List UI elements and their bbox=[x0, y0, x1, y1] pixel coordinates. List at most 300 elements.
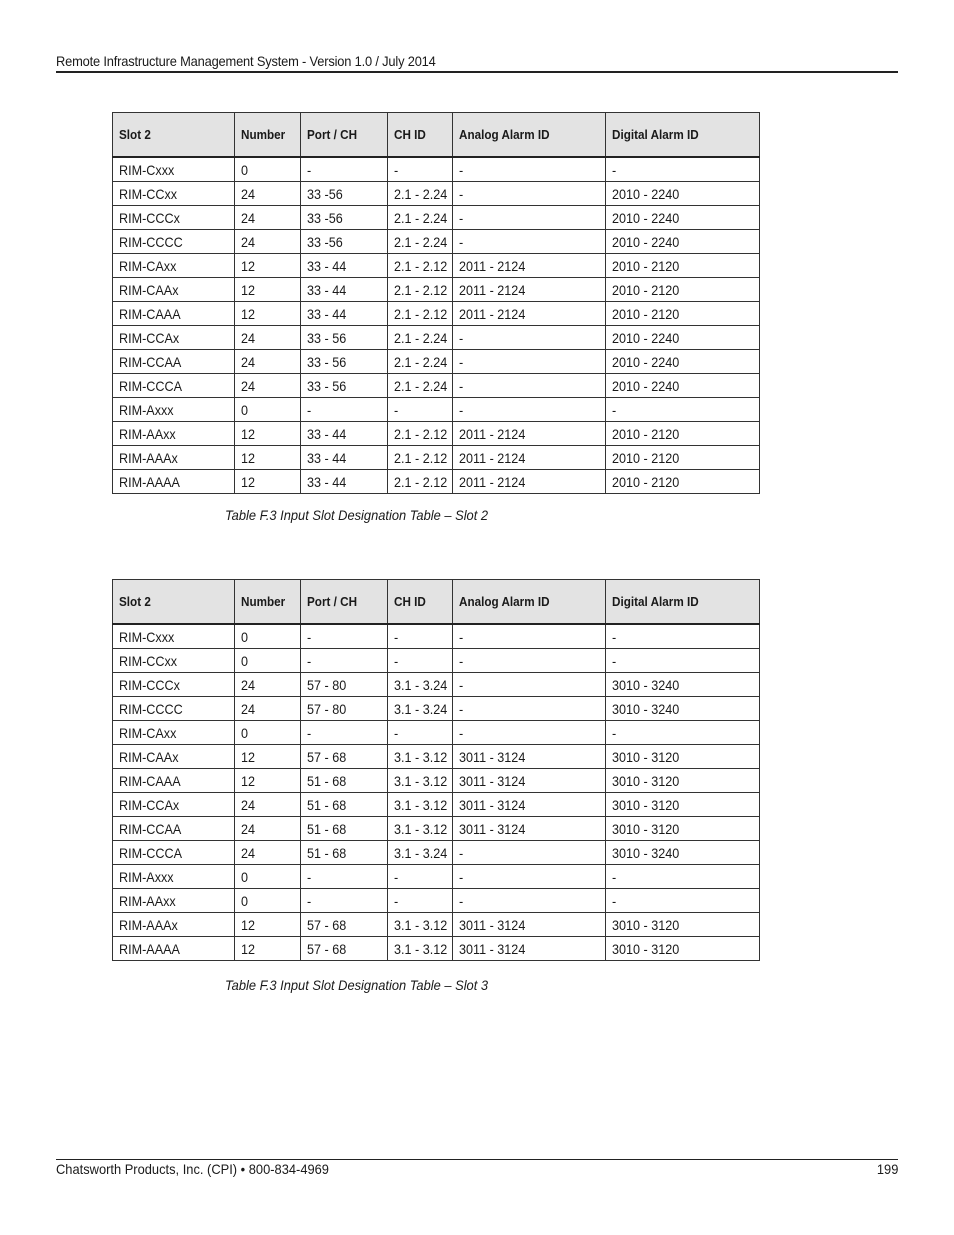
cell-value: 3.1 - 3.12 bbox=[394, 796, 448, 813]
cell-analog-alarm-id bbox=[453, 889, 606, 913]
table-header-row bbox=[113, 580, 760, 625]
cell-value: 3010 - 3120 bbox=[612, 916, 680, 933]
cell-analog-alarm-id bbox=[453, 302, 606, 326]
cell-number bbox=[235, 649, 301, 673]
cell-digital-alarm-id bbox=[606, 793, 760, 817]
column-header-label: CH ID bbox=[394, 127, 426, 142]
cell-slot bbox=[113, 913, 235, 937]
table-row bbox=[113, 398, 760, 422]
cell-value: - bbox=[307, 628, 312, 645]
cell-value: RIM-CCCx bbox=[119, 209, 180, 226]
cell-value: - bbox=[612, 868, 617, 885]
cell-value: - bbox=[394, 652, 399, 669]
cell-ch-id bbox=[388, 278, 453, 302]
cell-value: 0 bbox=[241, 724, 249, 741]
cell-value: - bbox=[612, 652, 617, 669]
cell-digital-alarm-id bbox=[606, 326, 760, 350]
table-row bbox=[113, 673, 760, 697]
cell-value: 3.1 - 3.12 bbox=[394, 940, 448, 957]
cell-value: - bbox=[459, 700, 464, 717]
cell-analog-alarm-id bbox=[453, 278, 606, 302]
cell-ch-id bbox=[388, 817, 453, 841]
cell-port-ch bbox=[301, 470, 388, 494]
cell-value: 12 bbox=[241, 425, 256, 442]
cell-number bbox=[235, 326, 301, 350]
cell-value: - bbox=[394, 724, 399, 741]
cell-slot bbox=[113, 697, 235, 721]
cell-value: - bbox=[459, 329, 464, 346]
cell-value: - bbox=[459, 161, 464, 178]
cell-value: 12 bbox=[241, 257, 256, 274]
cell-value: 24 bbox=[241, 844, 256, 861]
cell-value: 33 - 44 bbox=[307, 473, 347, 490]
cell-value: - bbox=[459, 844, 464, 861]
cell-number bbox=[235, 745, 301, 769]
cell-value: 2.1 - 2.12 bbox=[394, 449, 448, 466]
cell-number bbox=[235, 721, 301, 745]
cell-value: 3011 - 3124 bbox=[459, 796, 526, 813]
cell-ch-id bbox=[388, 624, 453, 649]
cell-value: 2.1 - 2.12 bbox=[394, 257, 448, 274]
cell-value: 2.1 - 2.24 bbox=[394, 377, 448, 394]
cell-number bbox=[235, 398, 301, 422]
cell-value: - bbox=[307, 724, 312, 741]
cell-port-ch bbox=[301, 206, 388, 230]
cell-value: 3011 - 3124 bbox=[459, 940, 526, 957]
cell-value: 0 bbox=[241, 652, 249, 669]
cell-slot bbox=[113, 182, 235, 206]
cell-analog-alarm-id bbox=[453, 865, 606, 889]
cell-value: 3.1 - 3.12 bbox=[394, 916, 448, 933]
cell-value: 0 bbox=[241, 161, 249, 178]
cell-value: RIM-AAAx bbox=[119, 449, 178, 466]
cell-analog-alarm-id bbox=[453, 673, 606, 697]
column-header-label: Number bbox=[241, 594, 286, 609]
cell-ch-id bbox=[388, 841, 453, 865]
cell-value: RIM-CCCC bbox=[119, 233, 183, 250]
column-header-analog-alarm-id bbox=[453, 113, 606, 158]
cell-ch-id bbox=[388, 865, 453, 889]
cell-slot bbox=[113, 889, 235, 913]
cell-analog-alarm-id bbox=[453, 624, 606, 649]
cell-value: 33 - 56 bbox=[307, 329, 347, 346]
table-row bbox=[113, 624, 760, 649]
cell-analog-alarm-id bbox=[453, 182, 606, 206]
cell-ch-id bbox=[388, 937, 453, 961]
cell-value: 2010 - 2240 bbox=[612, 329, 680, 346]
cell-analog-alarm-id bbox=[453, 157, 606, 182]
cell-value: 2010 - 2240 bbox=[612, 233, 680, 250]
cell-ch-id bbox=[388, 913, 453, 937]
cell-port-ch bbox=[301, 793, 388, 817]
cell-value: RIM-CAxx bbox=[119, 724, 177, 741]
cell-value: 3010 - 3240 bbox=[612, 844, 680, 861]
cell-value: RIM-CCAx bbox=[119, 796, 180, 813]
cell-value: - bbox=[459, 353, 464, 370]
cell-value: 24 bbox=[241, 353, 256, 370]
cell-analog-alarm-id bbox=[453, 350, 606, 374]
cell-value: 2010 - 2120 bbox=[612, 449, 680, 466]
cell-digital-alarm-id bbox=[606, 374, 760, 398]
cell-value: - bbox=[612, 401, 617, 418]
cell-value: - bbox=[459, 209, 464, 226]
cell-value: RIM-CCCx bbox=[119, 676, 180, 693]
cell-value: RIM-CAAx bbox=[119, 281, 179, 298]
cell-number bbox=[235, 350, 301, 374]
cell-value: RIM-CCxx bbox=[119, 185, 178, 202]
table-row bbox=[113, 182, 760, 206]
cell-digital-alarm-id bbox=[606, 913, 760, 937]
cell-slot bbox=[113, 206, 235, 230]
cell-value: RIM-Cxxx bbox=[119, 628, 175, 645]
cell-digital-alarm-id bbox=[606, 254, 760, 278]
cell-value: 2.1 - 2.24 bbox=[394, 233, 448, 250]
cell-value: RIM-AAAA bbox=[119, 940, 180, 957]
cell-number bbox=[235, 422, 301, 446]
cell-value: 0 bbox=[241, 628, 249, 645]
cell-value: 57 - 80 bbox=[307, 676, 347, 693]
cell-port-ch bbox=[301, 230, 388, 254]
cell-slot bbox=[113, 254, 235, 278]
cell-number bbox=[235, 817, 301, 841]
slot-3-designation-table bbox=[112, 579, 760, 961]
cell-value: RIM-Cxxx bbox=[119, 161, 175, 178]
cell-analog-alarm-id bbox=[453, 470, 606, 494]
cell-ch-id bbox=[388, 422, 453, 446]
cell-digital-alarm-id bbox=[606, 182, 760, 206]
cell-value: - bbox=[459, 185, 464, 202]
table-row bbox=[113, 865, 760, 889]
column-header-number bbox=[235, 113, 301, 158]
cell-value: 12 bbox=[241, 305, 256, 322]
table-row bbox=[113, 793, 760, 817]
cell-value: RIM-CCCA bbox=[119, 844, 182, 861]
cell-ch-id bbox=[388, 206, 453, 230]
cell-value: 51 - 68 bbox=[307, 844, 347, 861]
table-row bbox=[113, 278, 760, 302]
cell-slot bbox=[113, 422, 235, 446]
cell-value: 24 bbox=[241, 676, 256, 693]
cell-digital-alarm-id bbox=[606, 937, 760, 961]
cell-slot bbox=[113, 326, 235, 350]
cell-number bbox=[235, 278, 301, 302]
cell-value: 24 bbox=[241, 329, 256, 346]
cell-value: - bbox=[394, 892, 399, 909]
cell-analog-alarm-id bbox=[453, 721, 606, 745]
cell-analog-alarm-id bbox=[453, 398, 606, 422]
cell-slot bbox=[113, 937, 235, 961]
table-row bbox=[113, 649, 760, 673]
cell-value: 3010 - 3120 bbox=[612, 772, 680, 789]
cell-port-ch bbox=[301, 697, 388, 721]
slot-2-designation-table bbox=[112, 112, 760, 494]
cell-value: 2010 - 2120 bbox=[612, 425, 680, 442]
column-header-label: Slot 2 bbox=[119, 127, 151, 142]
cell-value: 33 -56 bbox=[307, 209, 343, 226]
cell-value: 24 bbox=[241, 233, 256, 250]
cell-value: 3.1 - 3.12 bbox=[394, 772, 448, 789]
cell-value: 24 bbox=[241, 209, 256, 226]
cell-value: RIM-AAAx bbox=[119, 916, 178, 933]
cell-value: 2011 - 2124 bbox=[459, 473, 526, 490]
cell-value: - bbox=[612, 161, 617, 178]
column-header-slot bbox=[113, 113, 235, 158]
column-header-label: Digital Alarm ID bbox=[612, 594, 699, 609]
cell-value: - bbox=[459, 652, 464, 669]
cell-number bbox=[235, 182, 301, 206]
cell-value: 33 -56 bbox=[307, 233, 343, 250]
cell-value: - bbox=[459, 377, 464, 394]
cell-port-ch bbox=[301, 254, 388, 278]
cell-slot bbox=[113, 374, 235, 398]
cell-slot bbox=[113, 721, 235, 745]
cell-number bbox=[235, 157, 301, 182]
cell-value: 51 - 68 bbox=[307, 796, 347, 813]
cell-value: - bbox=[459, 233, 464, 250]
cell-slot bbox=[113, 230, 235, 254]
cell-slot bbox=[113, 673, 235, 697]
cell-value: 3010 - 3120 bbox=[612, 748, 680, 765]
cell-digital-alarm-id bbox=[606, 398, 760, 422]
cell-value: - bbox=[307, 892, 312, 909]
cell-value: - bbox=[459, 868, 464, 885]
cell-number bbox=[235, 865, 301, 889]
cell-value: 12 bbox=[241, 940, 256, 957]
cell-digital-alarm-id bbox=[606, 697, 760, 721]
cell-value: RIM-CCAx bbox=[119, 329, 180, 346]
cell-value: 2.1 - 2.24 bbox=[394, 185, 448, 202]
cell-value: 2010 - 2240 bbox=[612, 185, 680, 202]
table-row bbox=[113, 769, 760, 793]
cell-digital-alarm-id bbox=[606, 302, 760, 326]
cell-ch-id bbox=[388, 398, 453, 422]
table-row bbox=[113, 817, 760, 841]
cell-value: 12 bbox=[241, 772, 256, 789]
cell-slot bbox=[113, 446, 235, 470]
cell-value: 3010 - 3120 bbox=[612, 820, 680, 837]
table-row bbox=[113, 157, 760, 182]
table-row bbox=[113, 913, 760, 937]
cell-slot bbox=[113, 624, 235, 649]
cell-digital-alarm-id bbox=[606, 278, 760, 302]
cell-value: 2011 - 2124 bbox=[459, 449, 526, 466]
cell-value: - bbox=[459, 724, 464, 741]
page-header-title: Remote Infrastructure Management System - Version 1.0 / July 2014 bbox=[56, 53, 436, 69]
cell-analog-alarm-id bbox=[453, 913, 606, 937]
cell-value: 2.1 - 2.12 bbox=[394, 473, 448, 490]
cell-value: 0 bbox=[241, 868, 249, 885]
cell-value: 33 - 56 bbox=[307, 377, 347, 394]
cell-slot bbox=[113, 745, 235, 769]
table-caption-slot-2: Table F.3 Input Slot Designation Table – Slot 2 bbox=[225, 507, 489, 523]
table-row bbox=[113, 697, 760, 721]
cell-value: 2010 - 2120 bbox=[612, 257, 680, 274]
cell-number bbox=[235, 913, 301, 937]
cell-value: 2010 - 2120 bbox=[612, 281, 680, 298]
cell-value: 12 bbox=[241, 449, 256, 466]
table-row bbox=[113, 470, 760, 494]
cell-slot bbox=[113, 793, 235, 817]
cell-value: 3011 - 3124 bbox=[459, 772, 526, 789]
cell-value: 3011 - 3124 bbox=[459, 820, 526, 837]
footer-company: Chatsworth Products, Inc. (CPI) • 800-834-4969 bbox=[56, 1161, 329, 1177]
cell-slot bbox=[113, 865, 235, 889]
cell-value: 3.1 - 3.12 bbox=[394, 820, 448, 837]
cell-analog-alarm-id bbox=[453, 793, 606, 817]
cell-port-ch bbox=[301, 889, 388, 913]
cell-value: 51 - 68 bbox=[307, 772, 347, 789]
cell-value: 57 - 68 bbox=[307, 916, 347, 933]
table-row bbox=[113, 889, 760, 913]
cell-number bbox=[235, 889, 301, 913]
cell-digital-alarm-id bbox=[606, 865, 760, 889]
cell-value: 2011 - 2124 bbox=[459, 257, 526, 274]
cell-value: - bbox=[612, 892, 617, 909]
cell-port-ch bbox=[301, 182, 388, 206]
cell-analog-alarm-id bbox=[453, 697, 606, 721]
table-row bbox=[113, 230, 760, 254]
cell-number bbox=[235, 769, 301, 793]
cell-ch-id bbox=[388, 769, 453, 793]
cell-slot bbox=[113, 841, 235, 865]
cell-slot bbox=[113, 350, 235, 374]
cell-value: - bbox=[612, 724, 617, 741]
cell-value: 24 bbox=[241, 820, 256, 837]
cell-ch-id bbox=[388, 673, 453, 697]
cell-value: RIM-Axxx bbox=[119, 401, 174, 418]
cell-value: - bbox=[459, 892, 464, 909]
cell-slot bbox=[113, 817, 235, 841]
table-row bbox=[113, 446, 760, 470]
column-header-slot bbox=[113, 580, 235, 625]
table-row bbox=[113, 326, 760, 350]
cell-value: RIM-CCAA bbox=[119, 820, 182, 837]
cell-value: 2.1 - 2.24 bbox=[394, 329, 448, 346]
table-row bbox=[113, 937, 760, 961]
cell-value: 3.1 - 3.24 bbox=[394, 844, 448, 861]
column-header-digital-alarm-id bbox=[606, 113, 760, 158]
cell-digital-alarm-id bbox=[606, 817, 760, 841]
cell-slot bbox=[113, 157, 235, 182]
cell-value: 57 - 68 bbox=[307, 748, 347, 765]
cell-value: RIM-CAAx bbox=[119, 748, 179, 765]
cell-ch-id bbox=[388, 350, 453, 374]
table-row bbox=[113, 350, 760, 374]
cell-value: RIM-CAxx bbox=[119, 257, 177, 274]
cell-value: - bbox=[394, 868, 399, 885]
cell-port-ch bbox=[301, 326, 388, 350]
cell-analog-alarm-id bbox=[453, 937, 606, 961]
cell-analog-alarm-id bbox=[453, 649, 606, 673]
cell-value: 2.1 - 2.24 bbox=[394, 353, 448, 370]
cell-ch-id bbox=[388, 793, 453, 817]
cell-value: 24 bbox=[241, 796, 256, 813]
cell-value: - bbox=[394, 161, 399, 178]
cell-value: 2010 - 2240 bbox=[612, 209, 680, 226]
cell-digital-alarm-id bbox=[606, 624, 760, 649]
cell-number bbox=[235, 624, 301, 649]
cell-ch-id bbox=[388, 649, 453, 673]
cell-ch-id bbox=[388, 374, 453, 398]
column-header-ch-id bbox=[388, 113, 453, 158]
column-header-label: Port / CH bbox=[307, 594, 358, 609]
table-row bbox=[113, 841, 760, 865]
cell-value: - bbox=[307, 161, 312, 178]
cell-port-ch bbox=[301, 278, 388, 302]
cell-analog-alarm-id bbox=[453, 422, 606, 446]
cell-value: 3.1 - 3.12 bbox=[394, 748, 448, 765]
cell-digital-alarm-id bbox=[606, 446, 760, 470]
cell-value: RIM-AAAA bbox=[119, 473, 180, 490]
cell-number bbox=[235, 206, 301, 230]
cell-digital-alarm-id bbox=[606, 206, 760, 230]
cell-analog-alarm-id bbox=[453, 841, 606, 865]
cell-analog-alarm-id bbox=[453, 446, 606, 470]
column-header-label: Number bbox=[241, 127, 286, 142]
cell-port-ch bbox=[301, 422, 388, 446]
cell-ch-id bbox=[388, 182, 453, 206]
cell-port-ch bbox=[301, 157, 388, 182]
cell-value: - bbox=[307, 401, 312, 418]
cell-ch-id bbox=[388, 302, 453, 326]
table-row bbox=[113, 745, 760, 769]
cell-number bbox=[235, 446, 301, 470]
cell-port-ch bbox=[301, 865, 388, 889]
column-header-ch-id bbox=[388, 580, 453, 625]
cell-digital-alarm-id bbox=[606, 745, 760, 769]
cell-ch-id bbox=[388, 230, 453, 254]
cell-value: 3010 - 3120 bbox=[612, 796, 680, 813]
cell-port-ch bbox=[301, 841, 388, 865]
cell-slot bbox=[113, 398, 235, 422]
cell-number bbox=[235, 302, 301, 326]
page-number: 199 bbox=[876, 1161, 898, 1177]
cell-value: RIM-AAxx bbox=[119, 892, 176, 909]
cell-number bbox=[235, 230, 301, 254]
cell-ch-id bbox=[388, 157, 453, 182]
footer-rule bbox=[56, 1159, 898, 1160]
cell-number bbox=[235, 937, 301, 961]
cell-slot bbox=[113, 278, 235, 302]
cell-value: 24 bbox=[241, 185, 256, 202]
cell-value: 33 - 44 bbox=[307, 449, 347, 466]
cell-value: - bbox=[459, 676, 464, 693]
cell-value: 2011 - 2124 bbox=[459, 425, 526, 442]
cell-number bbox=[235, 470, 301, 494]
cell-digital-alarm-id bbox=[606, 422, 760, 446]
cell-analog-alarm-id bbox=[453, 230, 606, 254]
column-header-port-ch bbox=[301, 580, 388, 625]
cell-ch-id bbox=[388, 326, 453, 350]
cell-value: RIM-CCAA bbox=[119, 353, 182, 370]
cell-value: - bbox=[459, 628, 464, 645]
cell-port-ch bbox=[301, 624, 388, 649]
column-header-label: Digital Alarm ID bbox=[612, 127, 699, 142]
column-header-analog-alarm-id bbox=[453, 580, 606, 625]
cell-ch-id bbox=[388, 721, 453, 745]
cell-ch-id bbox=[388, 254, 453, 278]
cell-value: 2010 - 2240 bbox=[612, 377, 680, 394]
cell-value: 51 - 68 bbox=[307, 820, 347, 837]
cell-value: 0 bbox=[241, 401, 249, 418]
cell-digital-alarm-id bbox=[606, 841, 760, 865]
cell-value: 3.1 - 3.24 bbox=[394, 700, 448, 717]
cell-port-ch bbox=[301, 913, 388, 937]
cell-value: 2.1 - 2.12 bbox=[394, 281, 448, 298]
cell-number bbox=[235, 841, 301, 865]
cell-port-ch bbox=[301, 817, 388, 841]
cell-value: RIM-CAAA bbox=[119, 305, 181, 322]
